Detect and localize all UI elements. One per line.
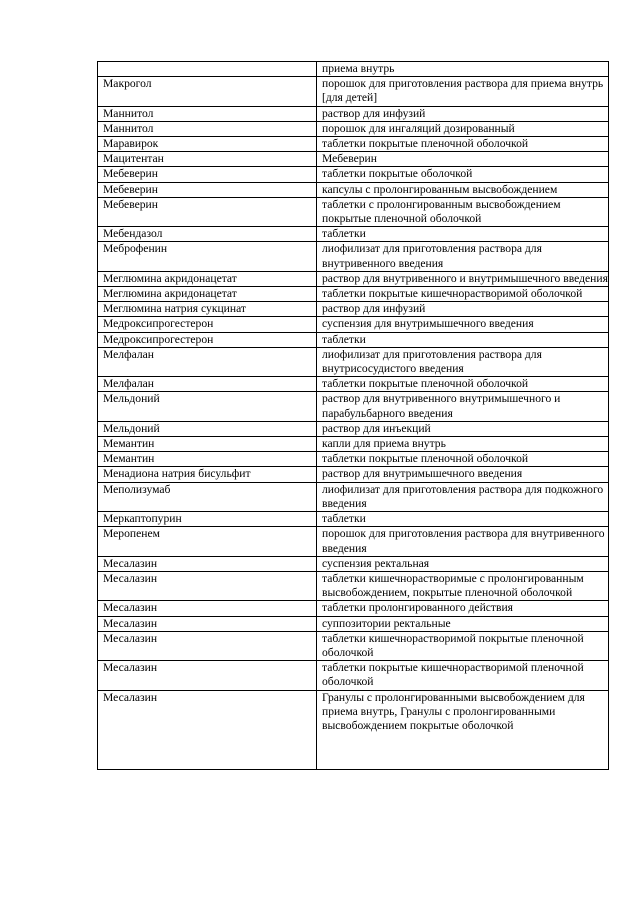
- dosage-form-cell: порошок для приготовления раствора для приема внутрь [для детей]: [317, 77, 609, 106]
- dosage-form-cell: раствор для внутривенного внутримышечного и парабульбарного введения: [317, 392, 609, 421]
- drug-name-cell: Маравирок: [98, 137, 317, 152]
- table-row: [98, 167, 609, 182]
- dosage-form-cell: приема внутрь: [317, 62, 609, 77]
- table-row: [98, 302, 609, 317]
- medication-table: [97, 61, 609, 770]
- table-row: [98, 437, 609, 452]
- table-row: [98, 77, 609, 106]
- drug-name-cell: Макрогол: [98, 77, 317, 106]
- table-row: [98, 287, 609, 302]
- dosage-form-cell: капли для приема внутрь: [317, 437, 609, 452]
- table-row: [98, 616, 609, 631]
- dosage-form-cell: лиофилизат для приготовления раствора для подкожного введения: [317, 482, 609, 511]
- drug-name-cell: Мацитентан: [98, 152, 317, 167]
- drug-name-cell: Месалазин: [98, 661, 317, 690]
- table-row: [98, 271, 609, 286]
- dosage-form-cell: таблетки покрытые пленочной оболочкой: [317, 377, 609, 392]
- dosage-form-cell: таблетки покрытые пленочной оболочкой: [317, 452, 609, 467]
- dosage-form-cell: таблетки покрытые кишечнорастворимой оболочкой: [317, 287, 609, 302]
- table-row: [98, 482, 609, 511]
- dosage-form-cell: таблетки покрытые пленочной оболочкой: [317, 137, 609, 152]
- drug-name-cell: Месалазин: [98, 631, 317, 660]
- drug-name-cell: Месалазин: [98, 556, 317, 571]
- drug-name-cell: Мебеверин: [98, 167, 317, 182]
- dosage-form-cell: раствор для внутривенного и внутримышечного введения: [317, 271, 609, 286]
- table-row: [98, 556, 609, 571]
- dosage-form-cell: лиофилизат для приготовления раствора для внутрисосудистого введения: [317, 347, 609, 376]
- table-row: [98, 690, 609, 769]
- dosage-form-cell: таблетки кишечнорастворимой покрытые пленочной оболочкой: [317, 631, 609, 660]
- dosage-form-cell: суспензия ректальная: [317, 556, 609, 571]
- table-row: [98, 527, 609, 556]
- drug-name-cell: Меглюмина акридонацетат: [98, 271, 317, 286]
- dosage-form-cell: капсулы с пролонгированным высвобождением: [317, 182, 609, 197]
- table-row: [98, 62, 609, 77]
- drug-name-cell: Мелфалан: [98, 377, 317, 392]
- table-row: [98, 137, 609, 152]
- dosage-form-cell: таблетки пролонгированного действия: [317, 601, 609, 616]
- drug-name-cell: Мемантин: [98, 452, 317, 467]
- dosage-form-cell: таблетки: [317, 227, 609, 242]
- table-row: [98, 121, 609, 136]
- drug-name-cell: Мебендазол: [98, 227, 317, 242]
- drug-name-cell: Маннитол: [98, 106, 317, 121]
- drug-name-cell: Месалазин: [98, 616, 317, 631]
- dosage-form-cell: Гранулы с пролонгированными высвобождением для приема внутрь, Гранулы с пролонгированными высвобождением покрытые оболочкой: [317, 690, 609, 769]
- dosage-form-cell: таблетки: [317, 512, 609, 527]
- dosage-form-cell: раствор для внутримышечного введения: [317, 467, 609, 482]
- table-row: [98, 347, 609, 376]
- table-row: [98, 661, 609, 690]
- drug-name-cell: Мебеверин: [98, 197, 317, 226]
- drug-name-cell: Медроксипрогестерон: [98, 332, 317, 347]
- drug-name-cell: Меркаптопурин: [98, 512, 317, 527]
- drug-name-cell: Месалазин: [98, 690, 317, 769]
- table-row: [98, 317, 609, 332]
- drug-name-cell: [98, 62, 317, 77]
- table-row: [98, 197, 609, 226]
- drug-name-cell: Месалазин: [98, 601, 317, 616]
- drug-name-cell: Менадиона натрия бисульфит: [98, 467, 317, 482]
- table-row: [98, 152, 609, 167]
- table-row: [98, 571, 609, 600]
- drug-name-cell: Мебеверин: [98, 182, 317, 197]
- table-row: [98, 512, 609, 527]
- dosage-form-cell: таблетки: [317, 332, 609, 347]
- dosage-form-cell: Мебеверин: [317, 152, 609, 167]
- drug-name-cell: Медроксипрогестерон: [98, 317, 317, 332]
- table-row: [98, 392, 609, 421]
- medication-table-body: [98, 62, 609, 770]
- dosage-form-cell: порошок для ингаляций дозированный: [317, 121, 609, 136]
- dosage-form-cell: таблетки покрытые кишечнорастворимой пленочной оболочкой: [317, 661, 609, 690]
- drug-name-cell: Мемантин: [98, 437, 317, 452]
- drug-name-cell: Мелфалан: [98, 347, 317, 376]
- drug-name-cell: Меглюмина натрия сукцинат: [98, 302, 317, 317]
- drug-name-cell: Мельдоний: [98, 392, 317, 421]
- dosage-form-cell: порошок для приготовления раствора для внутривенного введения: [317, 527, 609, 556]
- drug-name-cell: Меглюмина акридонацетат: [98, 287, 317, 302]
- drug-name-cell: Мельдоний: [98, 421, 317, 436]
- drug-name-cell: Меполизумаб: [98, 482, 317, 511]
- table-row: [98, 106, 609, 121]
- drug-name-cell: Меропенем: [98, 527, 317, 556]
- table-row: [98, 467, 609, 482]
- dosage-form-cell: таблетки кишечнорастворимые с пролонгированным высвобождением, покрытые пленочной оболочкой: [317, 571, 609, 600]
- table-row: [98, 452, 609, 467]
- table-row: [98, 601, 609, 616]
- dosage-form-cell: раствор для инфузий: [317, 106, 609, 121]
- dosage-form-cell: лиофилизат для приготовления раствора для внутривенного введения: [317, 242, 609, 271]
- dosage-form-cell: раствор для инъекций: [317, 421, 609, 436]
- dosage-form-cell: таблетки с пролонгированным высвобождением покрытые пленочной оболочкой: [317, 197, 609, 226]
- table-row: [98, 631, 609, 660]
- dosage-form-cell: раствор для инфузий: [317, 302, 609, 317]
- table-row: [98, 332, 609, 347]
- table-row: [98, 182, 609, 197]
- drug-name-cell: Меброфенин: [98, 242, 317, 271]
- dosage-form-cell: таблетки покрытые оболочкой: [317, 167, 609, 182]
- dosage-form-cell: суспензия для внутримышечного введения: [317, 317, 609, 332]
- table-row: [98, 242, 609, 271]
- table-row: [98, 227, 609, 242]
- dosage-form-cell: суппозитории ректальные: [317, 616, 609, 631]
- table-row: [98, 421, 609, 436]
- table-row: [98, 377, 609, 392]
- drug-name-cell: Месалазин: [98, 571, 317, 600]
- drug-name-cell: Маннитол: [98, 121, 317, 136]
